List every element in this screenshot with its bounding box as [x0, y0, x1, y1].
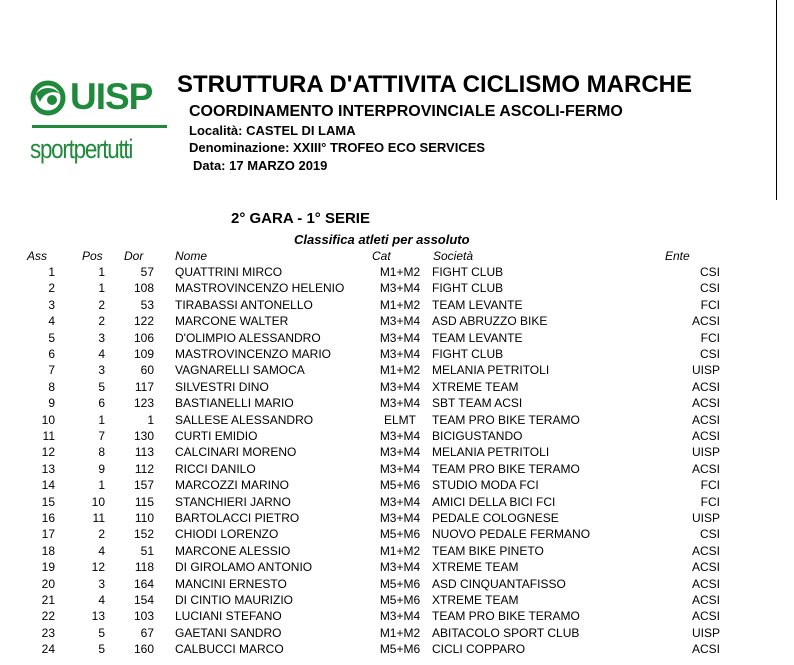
cell-societa: ASD ABRUZZO BIKE [432, 314, 548, 329]
cell-nome: MASTROVINCENZO HELENIO [175, 281, 345, 296]
cell-ente: CSI [699, 347, 720, 361]
cell-dor: 1 [147, 412, 154, 427]
cell-societa: ABITACOLO SPORT CLUB [432, 625, 580, 640]
cell-cat: M3+M4 [379, 281, 421, 296]
cell-dor: 60 [140, 363, 154, 378]
cell-ente: ACSI [691, 314, 720, 329]
cell-pos: 3 [98, 363, 105, 378]
cell-pos: 6 [98, 396, 105, 411]
cell-cat: M3+M4 [379, 330, 421, 345]
cell-cat: M3+M4 [379, 347, 421, 361]
cell-nome: MARCONE ALESSIO [175, 543, 291, 558]
cell-ente: FCI [700, 478, 720, 493]
cell-dor: 103 [133, 609, 154, 624]
cell-nome: CHIODI LORENZO [175, 527, 279, 542]
cell-cat: M3+M4 [379, 560, 421, 575]
cell-cat: M3+M4 [379, 396, 421, 411]
cell-pos: 7 [98, 429, 105, 443]
cell-cat: M1+M2 [379, 363, 421, 378]
cell-ass: 17 [41, 527, 55, 542]
cell-ass: 19 [41, 560, 55, 575]
cell-societa: ASD CINQUANTAFISSO [432, 576, 566, 591]
cell-ass: 16 [41, 511, 55, 525]
cell-nome: MARCONE WALTER [175, 314, 289, 329]
cell-nome: SALLESE ALESSANDRO [175, 412, 314, 427]
cell-cat: M3+M4 [379, 429, 421, 443]
column-header-ente: Ente [665, 249, 690, 263]
cell-ass: 11 [42, 429, 55, 443]
cell-cat: M5+M6 [379, 642, 421, 657]
column-header-ass: Ass [27, 249, 48, 263]
cell-dor: 108 [133, 281, 154, 296]
cell-ente: ACSI [691, 461, 720, 476]
cell-ente: CSI [699, 281, 720, 296]
column-header-dor: Dor [124, 249, 144, 263]
cell-pos: 3 [98, 576, 105, 591]
cell-dor: 51 [140, 543, 154, 558]
event-name: Denominazione: XXIII° TROFEO ECO SERVICES [189, 140, 486, 155]
cell-pos: 2 [98, 297, 105, 312]
cell-societa: XTREME TEAM [432, 593, 519, 607]
event-location: Località: CASTEL DI LAMA [189, 123, 356, 138]
cell-societa: CICLI COPPARO [432, 642, 526, 657]
cell-ente: UISP [691, 445, 720, 460]
cell-societa: TEAM BIKE PINETO [432, 543, 544, 558]
cell-pos: 1 [98, 412, 105, 427]
page-border-line [776, 0, 777, 200]
cell-nome: STANCHIERI JARNO [175, 494, 291, 509]
cell-ass: 2 [48, 281, 55, 296]
table-row [0, 592, 794, 608]
cell-dor: 115 [134, 494, 154, 509]
cell-nome: CALCINARI MORENO [175, 445, 297, 460]
cell-ente: FCI [700, 494, 720, 509]
table-row [0, 494, 794, 510]
table-row [0, 412, 794, 428]
cell-pos: 12 [91, 560, 105, 575]
table-row [0, 264, 794, 280]
cell-ass: 3 [48, 297, 55, 312]
cell-ente: ACSI [691, 576, 720, 591]
cell-ass: 15 [41, 494, 55, 509]
table-row [0, 330, 794, 346]
table-row [0, 428, 794, 444]
cell-ass: 18 [41, 543, 55, 558]
cell-ente: ACSI [691, 429, 720, 443]
cell-pos: 5 [98, 379, 105, 394]
cell-pos: 4 [98, 593, 105, 607]
cell-dor: 57 [140, 265, 154, 279]
table-row [0, 543, 794, 559]
cell-societa: BICIGUSTANDO [432, 429, 523, 443]
cell-ass: 7 [48, 363, 55, 378]
cell-ente: UISP [691, 363, 720, 378]
cell-nome: QUATTRINI MIRCO [175, 265, 283, 279]
cell-cat: ELMT [383, 412, 416, 427]
cell-societa: FIGHT CLUB [432, 347, 504, 361]
logo-divider [32, 125, 167, 128]
cell-pos: 10 [91, 494, 105, 509]
cell-societa: PEDALE COLOGNESE [432, 511, 559, 525]
table-row [0, 608, 794, 624]
cell-societa: TEAM LEVANTE [432, 297, 523, 312]
cell-ente: ACSI [691, 412, 720, 427]
cell-societa: NUOVO PEDALE FERMANO [432, 527, 591, 542]
cell-pos: 4 [98, 543, 105, 558]
cell-nome: CALBUCCI MARCO [175, 642, 284, 657]
table-row [0, 510, 794, 526]
cell-societa: TEAM PRO BIKE TERAMO [432, 412, 580, 427]
cell-cat: M1+M2 [379, 265, 421, 279]
document-subtitle: COORDINAMENTO INTERPROVINCIALE ASCOLI-FERMO [189, 103, 623, 120]
cell-pos: 5 [98, 625, 105, 640]
table-row [0, 461, 794, 477]
cell-ente: ACSI [691, 543, 720, 558]
table-row [0, 280, 794, 296]
cell-ass: 12 [41, 445, 55, 460]
table-row [0, 362, 794, 378]
cell-ente: UISP [691, 625, 720, 640]
cell-ass: 21 [41, 593, 55, 607]
cell-dor: 157 [133, 478, 154, 493]
column-header-pos: Pos [82, 249, 103, 263]
cell-cat: M3+M4 [379, 314, 421, 329]
column-header-nome: Nome [175, 249, 208, 263]
cell-ass: 1 [48, 265, 55, 279]
cell-pos: 4 [98, 347, 105, 361]
cell-cat: M3+M4 [379, 445, 421, 460]
cell-dor: 110 [134, 511, 154, 525]
cell-nome: MASTROVINCENZO MARIO [175, 347, 332, 361]
cell-cat: M1+M2 [379, 297, 421, 312]
cell-dor: 152 [133, 527, 154, 542]
cell-dor: 67 [140, 625, 154, 640]
cell-societa: TEAM LEVANTE [432, 330, 523, 345]
table-row [0, 346, 794, 362]
cell-dor: 117 [134, 379, 154, 394]
cell-ente: CSI [699, 527, 720, 542]
cell-ass: 14 [41, 478, 55, 493]
event-date: Data: 17 MARZO 2019 [193, 158, 328, 173]
cell-nome: MARCOZZI MARINO [175, 478, 289, 493]
cell-societa: MELANIA PETRITOLI [432, 363, 550, 378]
table-row [0, 477, 794, 493]
cell-cat: M3+M4 [379, 609, 421, 624]
cell-pos: 1 [98, 281, 105, 296]
cell-societa: STUDIO MODA FCI [432, 478, 539, 493]
cell-pos: 11 [92, 511, 105, 525]
cell-societa: MELANIA PETRITOLI [432, 445, 550, 460]
cell-dor: 164 [133, 576, 154, 591]
cell-cat: M1+M2 [379, 625, 421, 640]
cell-ass: 10 [41, 412, 55, 427]
cell-ente: FCI [700, 330, 720, 345]
cell-cat: M3+M4 [379, 494, 421, 509]
cell-ente: CSI [699, 265, 720, 279]
table-row [0, 313, 794, 329]
cell-cat: M3+M4 [379, 379, 421, 394]
table-row [0, 625, 794, 641]
column-header-cat: Cat [372, 249, 391, 263]
cell-pos: 1 [98, 478, 105, 493]
cell-pos: 8 [98, 445, 105, 460]
cell-ente: UISP [691, 511, 720, 525]
cell-pos: 5 [98, 642, 105, 657]
cell-ass: 24 [41, 642, 55, 657]
cell-ente: ACSI [691, 642, 720, 657]
cell-nome: TIRABASSI ANTONELLO [175, 297, 313, 312]
table-row [0, 641, 794, 657]
cell-nome: BARTOLACCI PIETRO [175, 511, 300, 525]
cell-cat: M5+M6 [379, 593, 421, 607]
cell-societa: SBT TEAM ACSI [432, 396, 523, 411]
cell-nome: BASTIANELLI MARIO [175, 396, 294, 411]
table-row [0, 526, 794, 542]
table-row [0, 395, 794, 411]
table-row [0, 379, 794, 395]
cell-dor: 160 [133, 642, 154, 657]
cell-nome: SILVESTRI DINO [175, 379, 269, 394]
cell-ass: 9 [48, 396, 55, 411]
cell-ente: ACSI [691, 609, 720, 624]
cell-dor: 122 [133, 314, 154, 329]
cell-nome: CURTI EMIDIO [175, 429, 258, 443]
cell-ass: 5 [48, 330, 55, 345]
cell-ass: 20 [41, 576, 55, 591]
cell-dor: 130 [133, 429, 154, 443]
cell-societa: XTREME TEAM [432, 379, 519, 394]
cell-societa: FIGHT CLUB [432, 265, 504, 279]
cell-societa: AMICI DELLA BICI FCI [432, 494, 556, 509]
cell-ass: 4 [48, 314, 55, 329]
logo-brand: UISP [70, 76, 153, 117]
cell-ente: FCI [700, 297, 720, 312]
cell-cat: M1+M2 [379, 543, 421, 558]
cell-nome: VAGNARELLI SAMOCA [175, 363, 305, 378]
cell-dor: 109 [133, 347, 154, 361]
cell-pos: 3 [98, 330, 105, 345]
ranking-heading: Classifica atleti per assoluto [294, 232, 470, 247]
cell-nome: MANCINI ERNESTO [175, 576, 287, 591]
column-header-societa: Società [433, 249, 474, 263]
cell-dor: 118 [134, 560, 154, 575]
cell-nome: LUCIANI STEFANO [175, 609, 282, 624]
cell-ente: ACSI [691, 396, 720, 411]
cell-cat: M3+M4 [379, 511, 421, 525]
cell-ass: 6 [48, 347, 55, 361]
cell-cat: M5+M6 [379, 478, 421, 493]
cell-societa: FIGHT CLUB [432, 281, 504, 296]
logo-tagline: sportpertutti [30, 134, 133, 164]
cell-ass: 8 [48, 379, 55, 394]
cell-pos: 2 [98, 527, 105, 542]
globe-icon [30, 80, 66, 116]
table-row [0, 559, 794, 575]
cell-ente: ACSI [691, 593, 720, 607]
cell-pos: 13 [91, 609, 105, 624]
cell-cat: M5+M6 [379, 527, 421, 542]
cell-dor: 53 [140, 297, 154, 312]
cell-ente: ACSI [691, 379, 720, 394]
cell-dor: 113 [134, 445, 154, 460]
table-row [0, 297, 794, 313]
cell-dor: 154 [133, 593, 154, 607]
cell-pos: 1 [98, 265, 105, 279]
cell-pos: 9 [98, 461, 105, 476]
cell-cat: M3+M4 [379, 461, 421, 476]
cell-dor: 123 [133, 396, 154, 411]
table-row [0, 444, 794, 460]
cell-nome: RICCI DANILO [175, 461, 256, 476]
uisp-logo [30, 78, 170, 178]
cell-nome: GAETANI SANDRO [175, 625, 282, 640]
cell-pos: 2 [98, 314, 105, 329]
cell-ass: 22 [41, 609, 55, 624]
cell-cat: M5+M6 [379, 576, 421, 591]
cell-ente: ACSI [691, 560, 720, 575]
cell-dor: 112 [134, 461, 154, 476]
cell-societa: TEAM PRO BIKE TERAMO [432, 461, 580, 476]
cell-nome: D'OLIMPIO ALESSANDRO [175, 330, 321, 345]
cell-ass: 13 [41, 461, 55, 476]
cell-nome: DI CINTIO MAURIZIO [175, 593, 293, 607]
table-row [0, 576, 794, 592]
race-heading: 2° GARA - 1° SERIE [231, 210, 370, 227]
cell-dor: 106 [133, 330, 154, 345]
cell-societa: TEAM PRO BIKE TERAMO [432, 609, 580, 624]
document-title: STRUTTURA D'ATTIVITA CICLISMO MARCHE [177, 71, 692, 98]
cell-societa: XTREME TEAM [432, 560, 519, 575]
cell-nome: DI GIROLAMO ANTONIO [175, 560, 313, 575]
cell-ass: 23 [41, 625, 55, 640]
